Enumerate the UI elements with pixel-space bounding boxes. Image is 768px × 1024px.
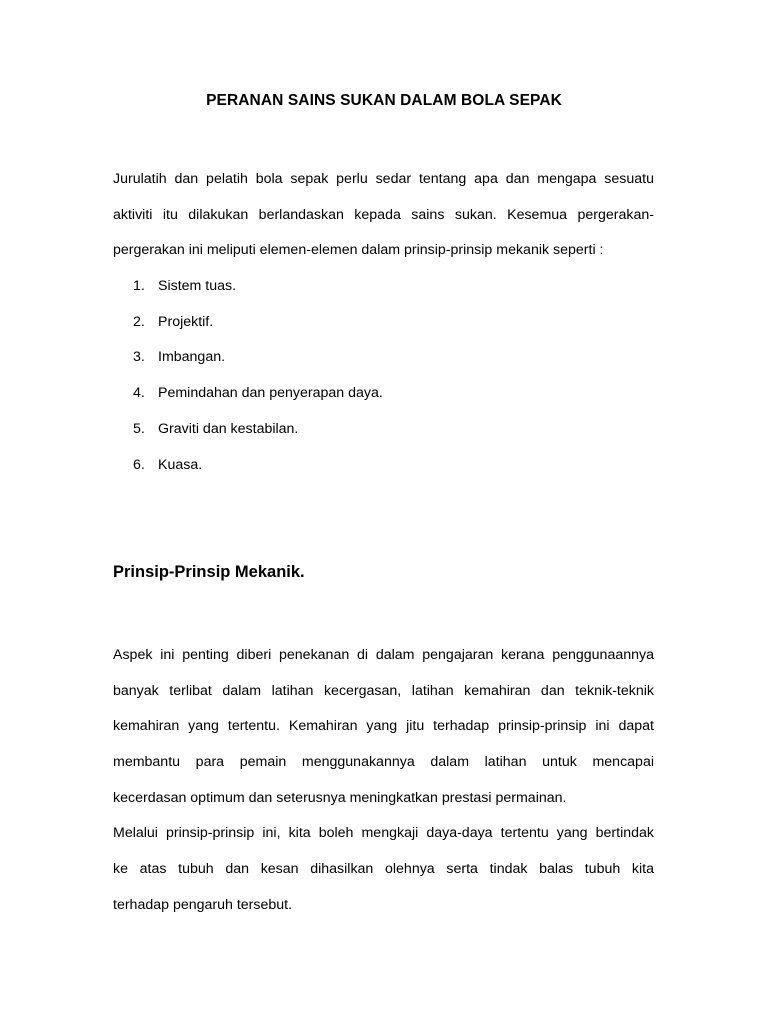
para1-line-4: membantu para pemain menggunakannya dalam latihan untuk mencapai bbox=[113, 754, 654, 770]
list-item: Kuasa. bbox=[158, 457, 203, 473]
list-item-number: 3. bbox=[133, 349, 145, 365]
list-item: Projektif. bbox=[158, 314, 214, 330]
list-item-number: 4. bbox=[133, 385, 145, 401]
para2-line-3: terhadap pengaruh tersebut. bbox=[113, 897, 293, 913]
list-item-number: 1. bbox=[133, 278, 145, 294]
para1-line-5: kecerdasan optimum dan seterusnya meningkatkan prestasi permainan. bbox=[113, 790, 567, 806]
para1-line-3: kemahiran yang tertentu. Kemahiran yang jitu terhadap prinsip-prinsip ini dapat bbox=[113, 718, 654, 734]
section-heading: Prinsip-Prinsip Mekanik. bbox=[113, 563, 305, 581]
para1-line-1: Aspek ini penting diberi penekanan di dalam pengajaran kerana penggunaannya bbox=[113, 647, 654, 663]
para2-line-1: Melalui prinsip-prinsip ini, kita boleh mengkaji daya-daya tertentu yang bertindak bbox=[113, 825, 654, 841]
list-item-number: 6. bbox=[133, 457, 145, 473]
intro-line-3: pergerakan ini meliputi elemen-elemen dalam prinsip-prinsip mekanik seperti : bbox=[113, 242, 604, 258]
para2-line-2: ke atas tubuh dan kesan dihasilkan olehnya serta tindak balas tubuh kita bbox=[113, 861, 654, 877]
para1-line-2: banyak terlibat dalam latihan kecergasan, latihan kemahiran dan teknik-teknik bbox=[113, 683, 654, 699]
list-item: Graviti dan kestabilan. bbox=[158, 421, 299, 437]
intro-line-1: Jurulatih dan pelatih bola sepak perlu sedar tentang apa dan mengapa sesuatu bbox=[113, 171, 654, 187]
document-title: PERANAN SAINS SUKAN DALAM BOLA SEPAK bbox=[206, 92, 562, 109]
list-item-number: 5. bbox=[133, 421, 145, 437]
list-item: Pemindahan dan penyerapan daya. bbox=[158, 385, 383, 401]
list-item-number: 2. bbox=[133, 314, 145, 330]
list-item: Imbangan. bbox=[158, 349, 226, 365]
intro-line-2: aktiviti itu dilakukan berlandaskan kepada sains sukan. Kesemua pergerakan- bbox=[113, 207, 654, 223]
list-item: Sistem tuas. bbox=[158, 278, 237, 294]
